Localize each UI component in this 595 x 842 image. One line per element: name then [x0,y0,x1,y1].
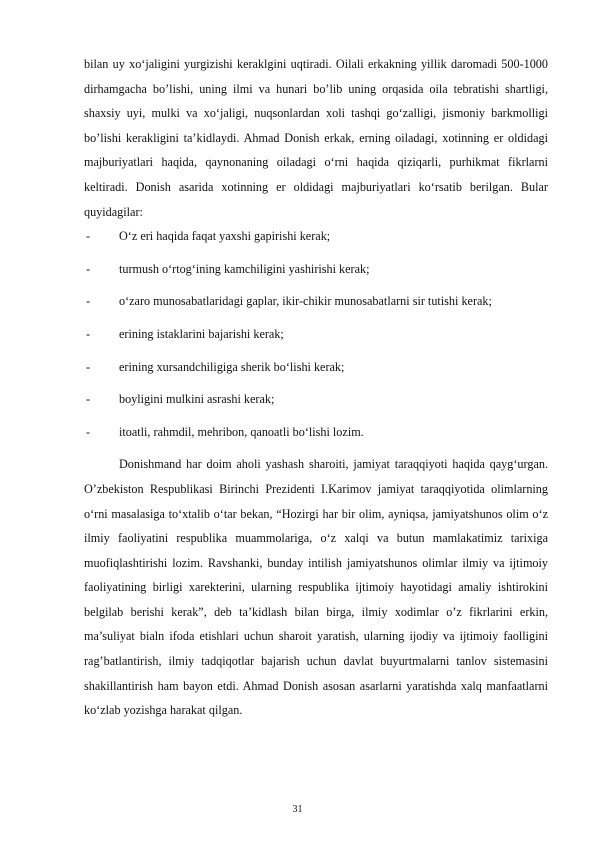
document-page [84,52,548,723]
list-dash-marker: - [86,229,91,244]
list-item [84,257,548,282]
list-dash-marker: - [86,359,91,374]
list-item-text: O‘z eri haqida faqat yaxshi gapirishi kerak; [119,229,331,244]
list-item-text: itoatli, rahmdil, mehribon, qanoatli bo‘lishi lozim. [119,424,364,439]
list-item [84,387,548,412]
list-dash-marker: - [86,392,91,407]
list-item-text: boyligini mulkini asrashi kerak; [119,392,275,407]
closing-paragraph: Donishmand har doim aholi yashash sharoiti, jamiyat taraqqiyoti haqida qayg‘urgan. O’zbekiston Respublikasi Birinchi Prezidenti I.Karimov jamiyat taraqqiyotida olimlarning o‘rni masalasiga to‘xtalib o‘tar bekan, “Hozirgi har bir olim, ayniqsa, jamiyatshunos olim o‘z ilmiy faoliyatini respublika muammolariga, o‘z xalqi va butun mamlakatimiz tarixiga muofiqlashtirishi lozim. Ravshanki, bunday intilish jamiyatshunos olimlar ilmiy va ijtimoiy faoliyatining birligi xarekterini, ularning respublika ijtimoiy hayotidagi amaliy ishtirokini belgilab berishi kerak”, deb ta’kidlash bilan birga, ilmiy xodimlar o’z fikrlarini erkin, ma’suliyat bialn ifoda etishlari uchun sharoit yaratish, ularning ijodiy va ijtimoiy faolligini rag’batlantirish, ilmiy tadqiqotlar bajarish uchun davlat buyurtmalarni tanlov sistemasini shakillantirish ham bayon etdi. Ahmad Donish asosan asarlarni yaratishda xalq manfaatlarni ko‘zlab yozishga harakat qilgan. [84,457,548,718]
page-number: 31 [292,804,303,815]
list-item-text: o‘zaro munosabatlaridagi gaplar, ikir-chikir munosabatlarni sir tutishi kerak; [119,294,492,309]
list-dash-marker: - [86,326,91,341]
list-item [84,224,548,249]
obligations-list [84,224,548,444]
intro-paragraph: bilan uy xo‘jaligini yurgizishi keraklgini uqtiradi. Oilali erkakning yillik daromadi 500-1000 dirhamgacha bo’lishi, uning ilmi va hunari bo’lib uning orqasida oila tebratishi shartligi, shaxsiy uyi, mulki va xo‘jaligi, nuqsonlardan xoli tashqi go‘zalligi, jismoniy barkmolligi bo’lishi kerakligini ta’kidlaydi. Ahmad Donish erkak, erning oiladagi, xotinning er oldidagi majburiyatlari haqida, qaynonaning oiladagi o‘rni haqida qiziqarli, purhikmat fikrlarni keltiradi. Donish asarida xotinning er oldidagi majburiyatlari ko‘rsatib berilgan. Bular quyidagilar: [84,57,548,219]
list-item [84,355,548,380]
list-item [84,322,548,347]
list-item [84,289,548,314]
list-item-text: erining xursandchiligiga sherik bo‘lishi kerak; [119,359,345,374]
list-dash-marker: - [86,424,91,439]
list-item-text: turmush o‘rtog‘ining kamchiligini yashirishi kerak; [119,261,370,276]
obligations-list-wrapper [84,224,548,444]
list-item-text: erining istaklarini bajarishi kerak; [119,326,284,341]
list-dash-marker: - [86,294,91,309]
list-dash-marker: - [86,261,91,276]
list-item [84,420,548,445]
